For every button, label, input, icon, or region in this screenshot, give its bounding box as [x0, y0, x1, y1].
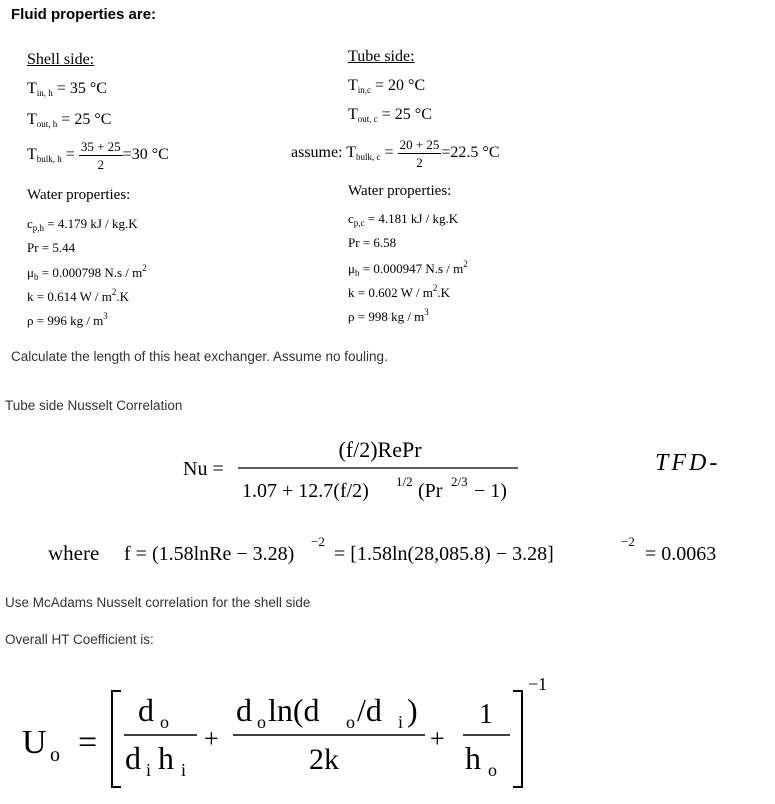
- uo-right-bracket: [513, 691, 522, 787]
- shell-t-bulk-fraction: $\frac{35 + 25}{2}$: [80, 139, 121, 172]
- uo-lhs: U: [22, 724, 47, 761]
- uo-equation: [0, 665, 775, 804]
- tube-water-heading: Water properties:: [348, 183, 452, 199]
- uo-t2-num-sub2: o: [346, 712, 355, 732]
- friction-mid: = [1.58ln(28,085.8) − 3.28]: [334, 543, 554, 565]
- uo-exp: −1: [528, 674, 548, 694]
- uo-lhs-sub: o: [50, 744, 60, 766]
- uo-t2-num-sub: o: [257, 712, 266, 732]
- uo-t1-den: d: [125, 740, 141, 776]
- uo-t2-num-end: ): [407, 692, 418, 728]
- uo-t2-num-sub3: i: [398, 712, 404, 732]
- uo-t1-num-sub: o: [160, 712, 169, 732]
- tube-correlation-label: Tube side Nusselt Correlation: [5, 398, 183, 413]
- tube-k: k = 0.602 W / $m^2.K$: [348, 283, 450, 300]
- uo-t1-num: d: [138, 692, 154, 728]
- tube-t-out: $T_{out, c} = 25$ °C: [348, 106, 432, 124]
- friction-exp1: −2: [311, 534, 325, 549]
- shell-water-heading: Water properties:: [27, 187, 131, 203]
- nu-den-exp2: 2/3: [451, 474, 468, 489]
- uo-plus-1: +: [204, 724, 219, 753]
- uo-t3-num: 1: [479, 699, 493, 730]
- nu-lhs: Nu =: [183, 458, 224, 480]
- uo-eq: =: [78, 724, 98, 761]
- shell-side-heading: Shell side:: [27, 51, 95, 68]
- tube-rho: ρ = 998 kg / $m^3$: [348, 307, 429, 324]
- shell-cp: $c_{p,h} = 4.179$ kJ / kg.K: [27, 216, 138, 233]
- uo-plus-2: +: [430, 724, 445, 753]
- tube-side-heading: Tube side:: [348, 48, 415, 65]
- nu-den-a: 1.07 + 12.7(f/2): [242, 480, 369, 502]
- tube-cp: $c_{p,c} = 4.181$ kJ / kg.K: [348, 211, 459, 228]
- nu-den-exp: 1/2: [396, 474, 413, 489]
- friction-result: = 0.0063: [645, 543, 717, 565]
- uo-left-bracket: [112, 691, 121, 787]
- friction-equation: [0, 525, 775, 575]
- tube-pr: Pr = 6.58: [348, 235, 397, 250]
- uo-t2-num-mid: /d: [357, 692, 382, 728]
- uo-t2-num-tail: ln(d: [268, 692, 320, 728]
- friction-lhs: f = (1.58lnRe − 3.28): [124, 543, 295, 565]
- shell-pr: Pr = 5.44: [27, 240, 76, 255]
- uo-t2-den: 2k: [309, 743, 339, 776]
- overall-coefficient-label: Overall HT Coefficient is:: [5, 632, 154, 647]
- shell-mu: $\mu_b = 0.000798$ $N.s / m^2$: [27, 263, 147, 282]
- tube-t-bulk-fraction: $\frac{20 + 25}{2}$: [399, 137, 440, 170]
- uo-t3-den-sub: o: [488, 760, 497, 780]
- uo-t2-num: d: [236, 692, 252, 728]
- friction-where: where: [48, 541, 100, 565]
- nu-den-c: − 1): [474, 480, 507, 502]
- nu-den-b: (Pr: [418, 480, 443, 502]
- shell-t-in: $T_{in, h} = 35$ °C: [27, 80, 107, 98]
- handwritten-note: TFD-: [655, 450, 721, 476]
- uo-t1-den-h: h: [158, 740, 174, 776]
- shell-t-out: $T_{out, h} = 25$ °C: [27, 111, 112, 129]
- question-text: Calculate the length of this heat exchanger. Assume no fouling.: [11, 349, 388, 364]
- shell-t-bulk: $T_{bulk, h}$ = $\frac{35 + 25}{2}$ =30 °C: [27, 139, 169, 172]
- page-title: Fluid properties are:: [11, 6, 157, 23]
- friction-exp2: −2: [621, 534, 635, 549]
- uo-t1-den-h-sub: i: [181, 760, 187, 780]
- tube-mu: $\mu_b = 0.000947$ $N.s / m^2$: [348, 259, 468, 278]
- tube-t-in: $T_{in,c} = 20$ °C: [348, 77, 426, 95]
- shell-k: k = 0.614 W / $m^2.K$: [27, 287, 129, 304]
- uo-t3-den: h: [465, 740, 481, 776]
- nu-numerator: (f/2)RePr: [338, 437, 422, 462]
- uo-t1-den-sub: i: [146, 760, 152, 780]
- shell-correlation-label: Use McAdams Nusselt correlation for the shell side: [5, 595, 311, 610]
- shell-rho: ρ = 996 kg / $m^3$: [27, 311, 108, 328]
- nusselt-equation: [0, 430, 775, 520]
- tube-t-bulk: assume: $T_{bulk, c}$ = $\frac{20 + 25}{2}$ =22.5 °C: [291, 137, 500, 170]
